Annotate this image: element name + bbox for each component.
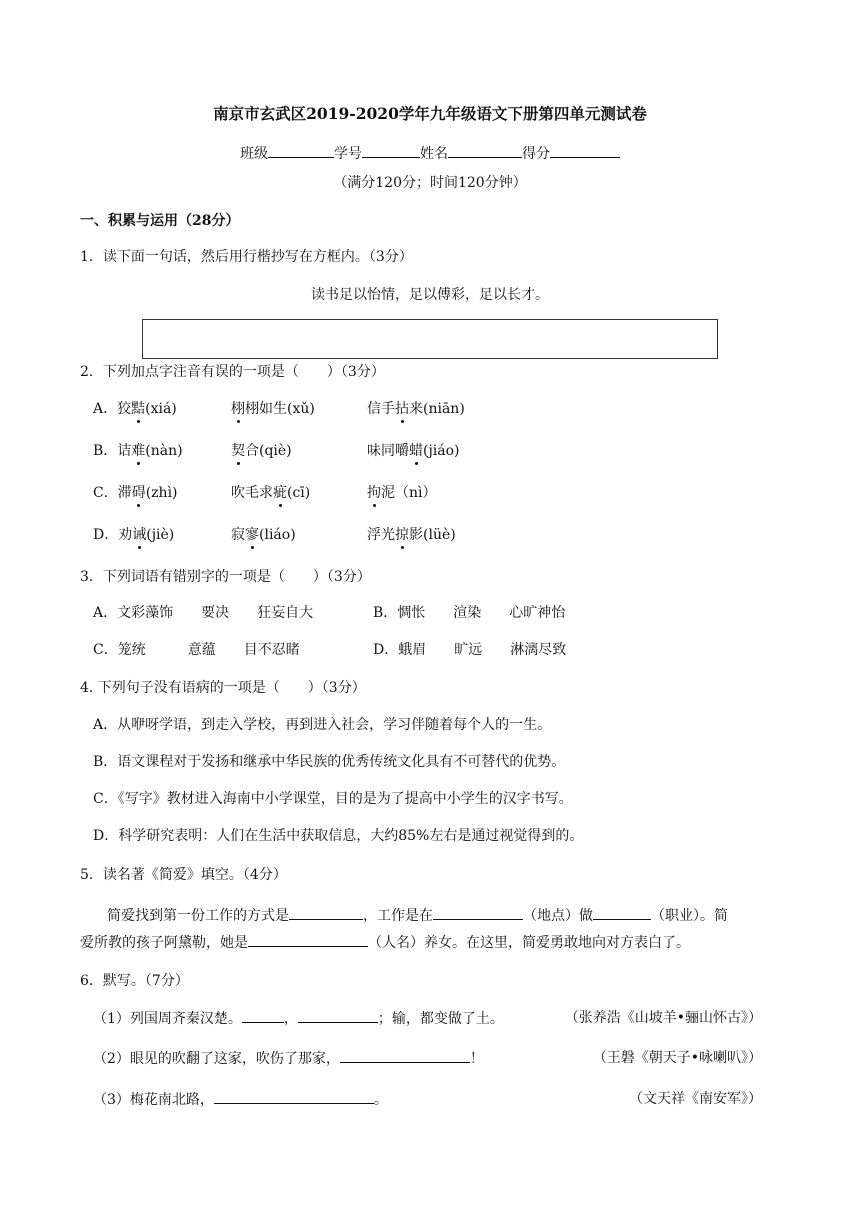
q6-1-blank-b[interactable] — [298, 1008, 378, 1023]
q3-option-a: A．文彩藻饰 要决 狂妄自大 — [93, 605, 314, 621]
q5-blank-person[interactable] — [248, 932, 368, 947]
copy-answer-box[interactable] — [142, 319, 718, 359]
q3-option-d: D．蛾眉 旷远 淋漓尽致 — [373, 642, 567, 658]
question-4-stem: 4. 下列句子没有语病的一项是（ ）（3分） — [80, 680, 366, 696]
q5-blank-place[interactable] — [433, 905, 523, 920]
question-5-stem: 5．读名著《简爱》填空。（4分） — [80, 867, 287, 883]
q4-option-a: A．从咿呀学语，到走入学校，再到进入社会，学习伴随着每个人的一生。 — [93, 717, 552, 733]
q5-paragraph-line1: 简爱找到第一份工作的方式是 ，工作是在 （地点）做 （职业）。简 — [107, 905, 728, 926]
q5-blank-method[interactable] — [289, 905, 363, 920]
class-blank[interactable] — [268, 143, 334, 158]
number-label: 学号 — [334, 146, 362, 162]
q4-option-d: D．科学研究表明：人们在生活中获取信息，大约85%左右是通过视觉得到的。 — [93, 828, 584, 844]
q4-option-c: C．《写字》教材进入海南中小学课堂，目的是为了提高中小学生的汉字书写。 — [93, 791, 573, 807]
q2-option-a-word1: A．狡黠(xiá) — [93, 401, 177, 417]
q2-option-a-word2: 栩栩如生(xǔ) — [231, 401, 315, 417]
q2-option-d-word1: D．劝诫(jiè) — [93, 527, 175, 543]
q2-option-c-word1: C．滞碍(zhì) — [93, 485, 178, 501]
score-note: （满分120分；时间120分钟） — [333, 175, 527, 191]
q6-3-blank[interactable] — [214, 1089, 374, 1104]
q6-item-3-source: （文天祥《南安军》） — [629, 1091, 762, 1107]
q5-paragraph-line2: 爱所教的孩子阿黛勒，她是 （人名）养女。在这里，简爱勇敢地向对方表白了。 — [80, 932, 690, 953]
q6-item-3: （3）梅花南北路， 。 — [93, 1089, 388, 1110]
q6-1-blank-a[interactable] — [242, 1008, 284, 1023]
name-blank[interactable] — [448, 143, 522, 158]
section-heading: 一、积累与运用（28分） — [80, 213, 240, 229]
q6-item-1-source: （张养浩《山坡羊•骊山怀古》） — [564, 1010, 762, 1026]
class-label: 班级 — [240, 146, 268, 162]
q2-option-b-word3: 味同嚼蜡(jiáo) — [367, 443, 460, 459]
question-2-stem: 2．下列加点字注音有误的一项是（ ）（3分） — [80, 364, 385, 380]
q6-item-2-source: （王磐《朝天子•咏喇叭》） — [592, 1050, 762, 1066]
q2-option-c-word3: 拘泥（nì） — [367, 485, 437, 501]
q2-option-b-word1: B．诘难(nàn) — [93, 443, 183, 459]
q6-item-1: （1）列国周齐秦汉楚。 ， ；输，都变做了土。 — [93, 1008, 504, 1029]
q2-option-d-word3: 浮光掠影(lüè) — [367, 527, 456, 543]
q5-blank-job[interactable] — [593, 905, 651, 920]
name-label: 姓名 — [420, 146, 448, 162]
student-info-line — [0, 143, 860, 164]
q3-option-c: C．笼统 意蕴 目不忍睹 — [93, 642, 300, 658]
q2-option-d-word2: 寂寥(liáo) — [231, 527, 296, 543]
q6-item-2: （2）眼见的吹翻了这家，吹伤了那家， ！ — [93, 1048, 484, 1069]
q2-option-a-word3: 信手拈来(niān) — [367, 401, 465, 417]
score-blank[interactable] — [550, 143, 620, 158]
score-label: 得分 — [522, 146, 550, 162]
page-title: 南京市玄武区2019-2020学年九年级语文下册第四单元测试卷 — [213, 104, 647, 123]
question-6-stem: 6．默写。（7分） — [80, 973, 189, 989]
question-3-stem: 3．下列词语有错别字的一项是（ ）（3分） — [80, 569, 371, 585]
q4-option-b: B．语文课程对于发扬和继承中华民族的优秀传统文化具有不可替代的优势。 — [93, 754, 566, 770]
q6-2-blank[interactable] — [340, 1048, 470, 1063]
q3-option-b: B．惆怅 渲染 心旷神怡 — [373, 605, 566, 621]
question-1-stem: 1．读下面一句话，然后用行楷抄写在方框内。（3分） — [80, 249, 413, 265]
number-blank[interactable] — [362, 143, 420, 158]
q2-option-b-word2: 契合(qiè) — [231, 443, 292, 459]
question-1-sentence: 读书足以怡情，足以傅彩，足以长才。 — [311, 287, 549, 303]
q2-option-c-word2: 吹毛求疵(cī) — [231, 485, 311, 501]
